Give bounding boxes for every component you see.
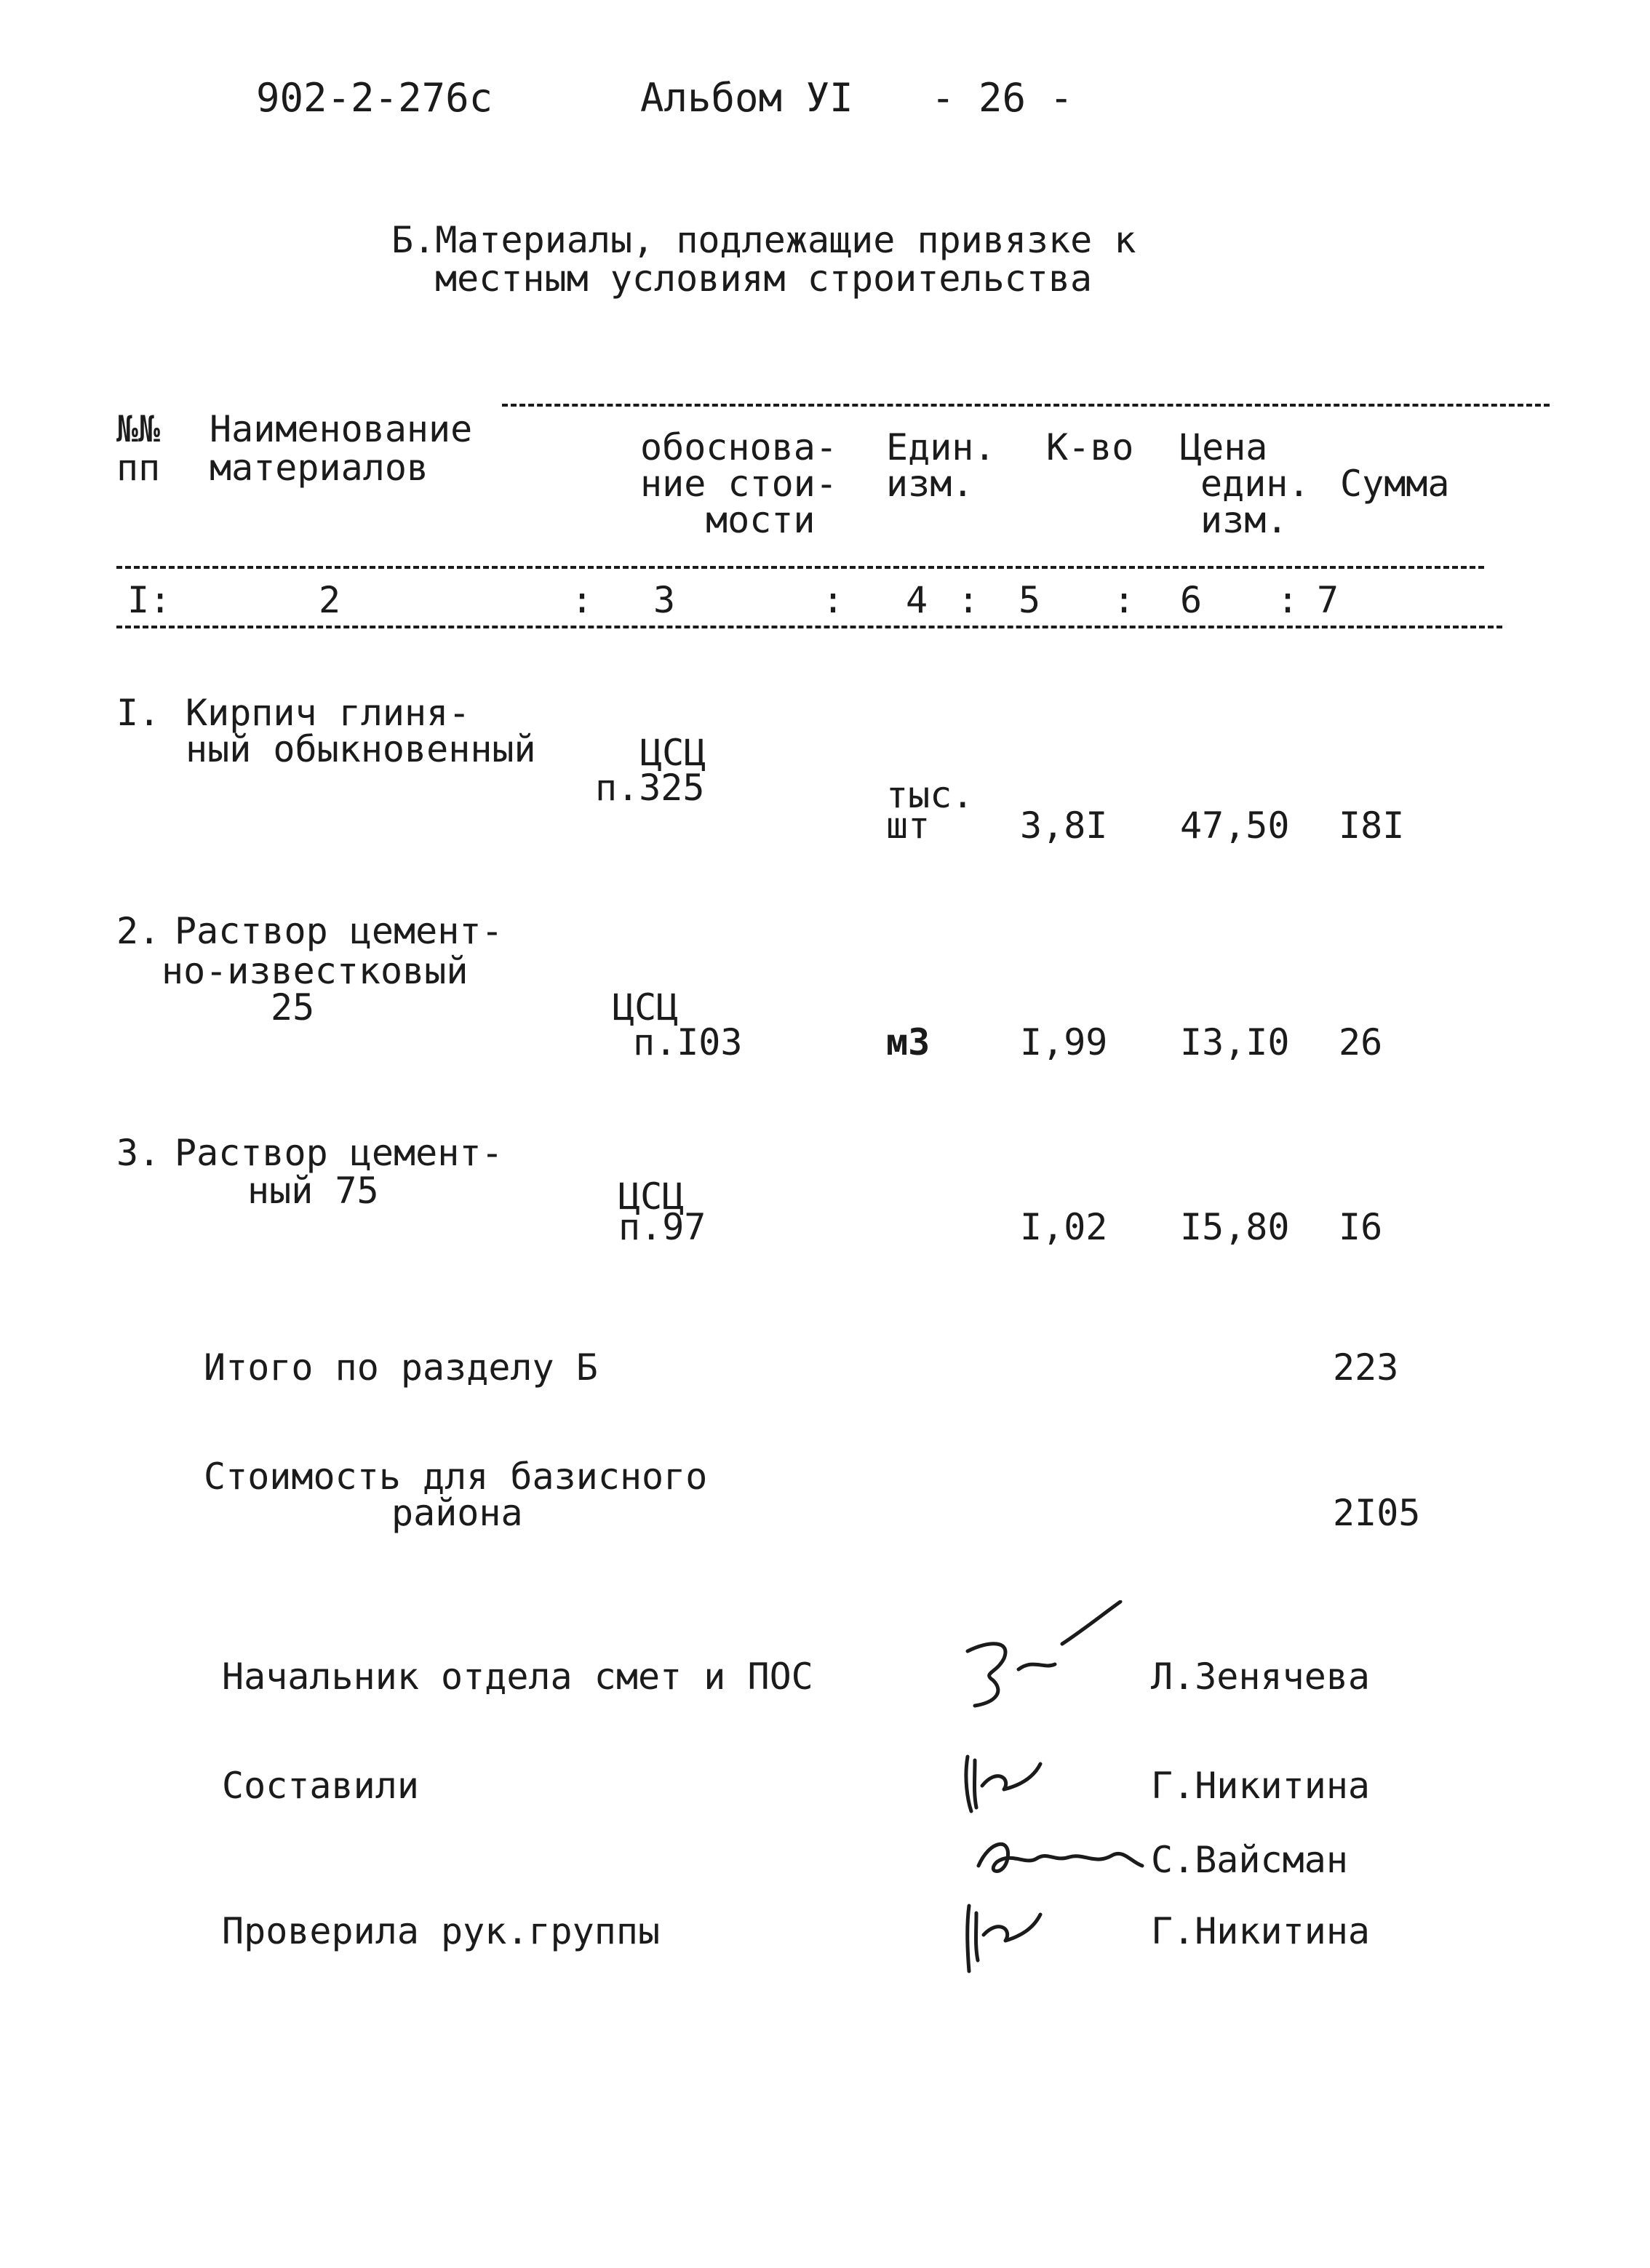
table-top-rule: [502, 404, 1550, 407]
row-price: I3,I0: [1180, 1021, 1290, 1063]
row-number: 3.: [116, 1132, 161, 1174]
handwritten-signature-3: [968, 1822, 1149, 1888]
column-separator-5: :: [1277, 579, 1299, 621]
handwritten-signature-1: [953, 1600, 1142, 1709]
page-number: - 26 -: [931, 75, 1074, 121]
row-name-line-2: ный обыкновенный: [186, 728, 536, 770]
header-basis-line-1: обоснова-: [640, 426, 837, 468]
header-basis-line-2: ние стои-: [640, 463, 837, 505]
signature-role-2: Составили: [222, 1765, 419, 1807]
column-separator-3: :: [957, 579, 980, 621]
column-number-7: 7: [1317, 579, 1339, 621]
row-name-line-1: Раствор цемент-: [175, 910, 503, 952]
row-number: 2.: [116, 910, 161, 952]
column-number-1: I:: [127, 579, 172, 621]
row-basis-line-2: п.I03: [633, 1021, 743, 1063]
header-basis-line-3: мости: [706, 499, 816, 541]
column-number-2: 2: [319, 579, 341, 621]
row-basis-line-1: ЦСЦ: [640, 732, 706, 774]
header-num-line-2: пп: [116, 447, 161, 489]
column-number-5: 5: [1019, 579, 1041, 621]
base-cost-value: 2I05: [1333, 1492, 1421, 1534]
row-basis-line-1: ЦСЦ: [613, 986, 679, 1029]
signature-role-1: Начальник отдела смет и ПОС: [222, 1656, 813, 1698]
header-price-line-1: Цена: [1180, 426, 1268, 468]
row-price: I5,80: [1180, 1206, 1290, 1248]
row-qty: 3,8I: [1020, 804, 1108, 847]
column-separator-2: :: [822, 579, 845, 621]
row-unit-line-2: шт: [886, 804, 930, 847]
handwritten-signature-4: [953, 1884, 1099, 1978]
row-qty: I,02: [1020, 1206, 1108, 1248]
album-label: Альбом УI: [640, 75, 853, 121]
row-price: 47,50: [1180, 804, 1290, 847]
document-code: 902-2-276с: [256, 75, 493, 121]
row-name-line-2: но-известковый: [162, 950, 469, 992]
section-total-label: Итого по разделу Б: [204, 1346, 598, 1389]
section-title-line-1: Б.Материалы, подлежащие привязке к: [391, 219, 1136, 261]
column-number-6: 6: [1180, 579, 1203, 621]
signature-name-2: Г.Никитина: [1151, 1765, 1371, 1807]
row-basis-line-2: п.325: [595, 767, 705, 809]
signature-name-1: Л.Зенячева: [1151, 1656, 1371, 1698]
header-name-line-1: Наименование: [210, 408, 473, 450]
header-name-line-2: материалов: [210, 447, 429, 489]
header-num-line-1: №№: [116, 408, 161, 450]
row-name-line-3: 25: [271, 986, 315, 1029]
column-separator-4: :: [1113, 579, 1136, 621]
row-unit-line-1: м3: [886, 1021, 930, 1063]
row-sum: I6: [1339, 1206, 1383, 1248]
header-sum: Сумма: [1340, 463, 1450, 505]
column-numbers-bottom-rule: [116, 626, 1502, 628]
row-unit-line-1: тыс.: [886, 774, 974, 816]
section-total-value: 223: [1333, 1346, 1399, 1389]
signature-role-4: Проверила рук.группы: [222, 1910, 661, 1952]
base-cost-label-line-1: Стоимость для базисного: [204, 1456, 708, 1498]
handwritten-signature-2: [953, 1735, 1099, 1815]
section-title-line-2: местным условиям строительства: [435, 257, 1093, 300]
row-sum: 26: [1339, 1021, 1383, 1063]
row-name-line-1: Кирпич глиня-: [186, 692, 471, 734]
base-cost-label-line-2: района: [391, 1492, 523, 1534]
header-qty: К-во: [1046, 426, 1134, 468]
signature-name-4: Г.Никитина: [1151, 1910, 1371, 1952]
column-number-4: 4: [906, 579, 928, 621]
row-number: I.: [116, 692, 161, 734]
row-qty: I,99: [1020, 1021, 1108, 1063]
column-separator-1: :: [571, 579, 594, 621]
column-number-3: 3: [653, 579, 676, 621]
row-name-line-2: ный 75: [247, 1170, 379, 1212]
row-sum: I8I: [1339, 804, 1405, 847]
row-name-line-1: Раствор цемент-: [175, 1132, 503, 1174]
signature-name-3: С.Вайсман: [1151, 1839, 1348, 1881]
header-price-line-2: един.: [1200, 463, 1310, 505]
column-numbers-top-rule: [116, 566, 1484, 569]
header-unit-line-1: Един.: [886, 426, 996, 468]
header-unit-line-2: изм.: [886, 463, 974, 505]
row-basis-line-2: п.97: [618, 1206, 706, 1248]
header-price-line-3: изм.: [1200, 499, 1288, 541]
row-basis-line-1: ЦСЦ: [618, 1175, 685, 1218]
